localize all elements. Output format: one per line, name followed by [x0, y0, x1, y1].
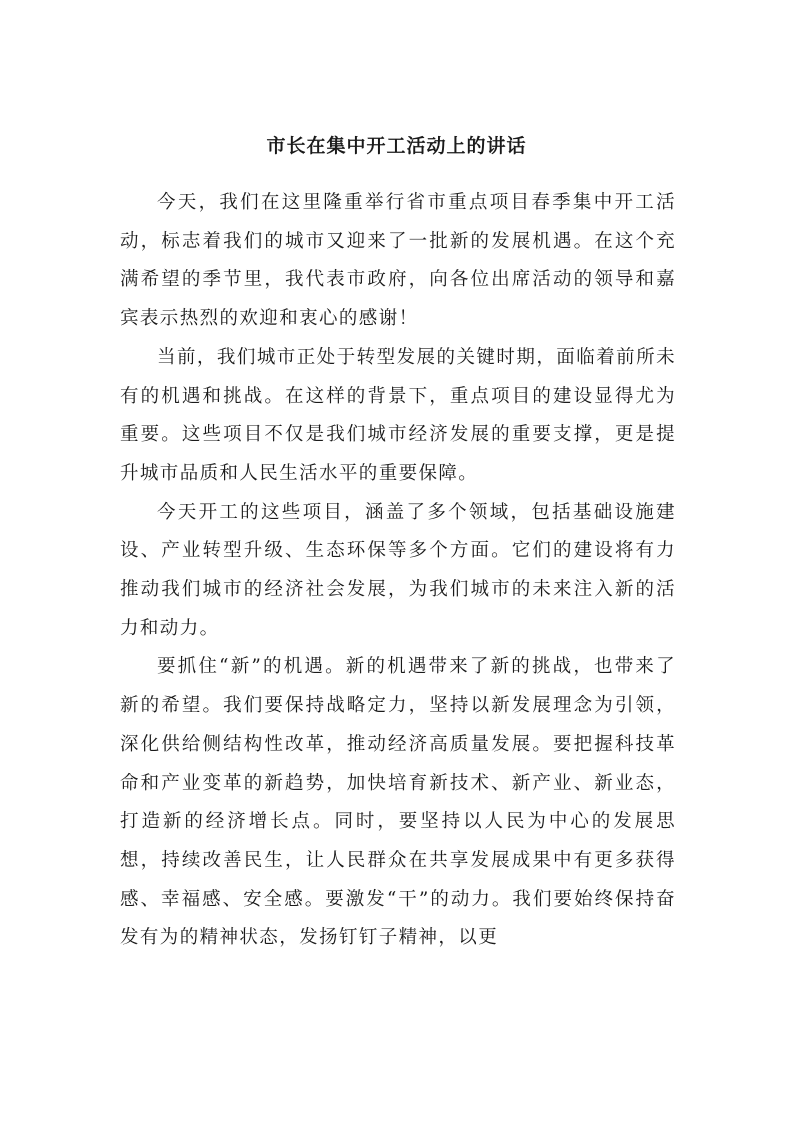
document-body [120, 184, 676, 958]
paragraph-3: 今天开工的这些项目，涵盖了多个领域，包括基础设施建设、产业转型升级、生态环保等多个方面。它们的建设将有力推动我们城市的经济社会发展，为我们城市的未来注入新的活力和动力。 [120, 501, 676, 639]
paragraph-2: 当前，我们城市正处于转型发展的关键时期，面临着前所未有的机遇和挑战。在这样的背景下，重点项目的建设显得尤为重要。这些项目不仅是我们城市经济发展的重要支撑，更是提升城市品质和人民生活水平的重要保障。 [120, 346, 676, 484]
document-title: 市长在集中开工活动上的讲话 [266, 135, 527, 157]
paragraph-4: 要抓住“新”的机遇。新的机遇带来了新的挑战，也带来了新的希望。我们要保持战略定力，坚持以新发展理念为引领，深化供给侧结构性改革，推动经济高质量发展。要把握科技革命和产业变革的新趋势，加快培育新技术、新产业、新业态，打造新的经济增长点。同时，要坚持以人民为中心的发展思想，持续改善民生，让人民群众在共享发展成果中有更多获得感、幸福感、安全感。要激发“干”的动力。我们要始终保持奋发有为的精神状态，发扬钉钉子精神，以更 [120, 656, 676, 949]
paragraph-1: 今天，我们在这里隆重举行省市重点项目春季集中开工活动，标志着我们的城市又迎来了一批新的发展机遇。在这个充满希望的季节里，我代表市政府，向各位出席活动的领导和嘉宾表示热烈的欢迎和衷心的感谢！ [120, 192, 676, 330]
